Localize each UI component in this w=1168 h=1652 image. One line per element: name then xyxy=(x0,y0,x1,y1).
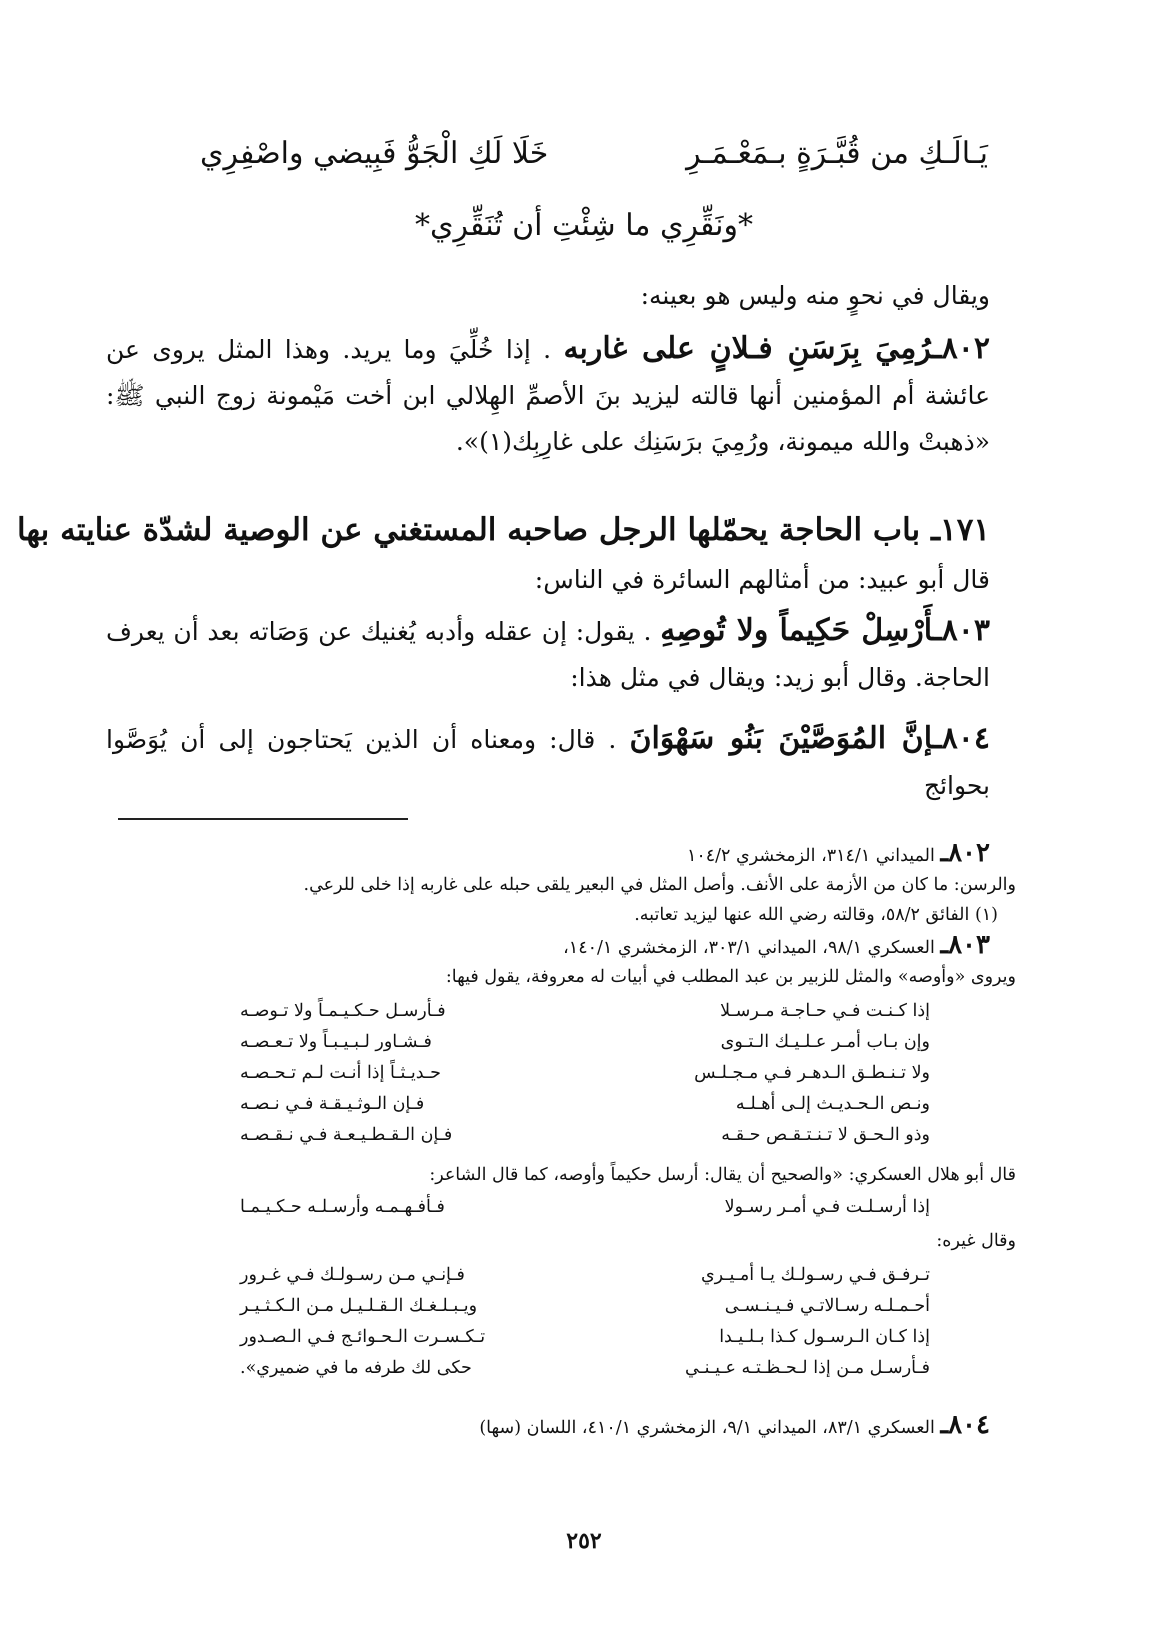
poem-row xyxy=(240,1120,930,1151)
hemistich-first: إذا كـان الـرسـول كـذا بـلـيـدا xyxy=(719,1327,930,1347)
entry-text: . قال: ومعناه أن الذين يَحتاجون إلى أن يُوَصَّوا بحوائج xyxy=(106,725,990,800)
hemistich-second: ويـبـلـغـك الـقـلـيـل مـن الـكـثـيـر xyxy=(240,1296,478,1316)
entry-803 xyxy=(106,608,990,701)
poem-row xyxy=(240,1058,930,1089)
poem-askari xyxy=(240,1192,930,1223)
footnote-803-line-1: ويروى «وأوصه» والمثل للزبير بن عبد المطلب في أبيات له معروفة، يقول فيها: xyxy=(445,967,1016,987)
entry-proverb: إنَّ المُوَصَّيْنَ بَنُو سَهْوَانَ xyxy=(629,721,933,756)
poem-row xyxy=(240,1260,930,1291)
chapter-heading: ١٧١ـ باب الحاجة يحمّلها الرجل صاحبه المستغني عن الوصية لشدّة عنايته بها xyxy=(16,512,990,548)
hemistich-first: وإن بـاب أمـر عـلـيـك الـتـوى xyxy=(720,1032,930,1052)
footnote-number: ٨٠٤ـ xyxy=(940,1410,990,1440)
hemistich-first: فـأرسـل مـن إذا لـحـظـتـه عـيـنـي xyxy=(684,1358,930,1378)
entry-text: . يقول: إن عقله وأدبه يُغنيك عن وَصَاته بعد أن يعرف الحاجة. وقال أبو زيد: ويقال في مثل هذا: xyxy=(106,617,990,692)
footnote-802-heading xyxy=(687,838,990,871)
poem-row xyxy=(240,1192,930,1223)
footnote-sources: العسكري ٨٣/١، الميداني ٩/١، الزمخشري ٤١٠/١، اللسان (سها) xyxy=(479,1418,935,1438)
footnote-804-heading xyxy=(479,1410,990,1443)
entry-proverb: رُمِيَ بِرَسَنِ فـلانٍ على غاربه xyxy=(563,331,933,366)
footnote-802-line-1: والرسن: ما كان من الأزمة على الأنف. وأصل المثل في البعير يلقى حبله على غاربه إذا خلى للرعي. xyxy=(303,875,1016,895)
poem-other xyxy=(240,1260,930,1384)
entry-number: ٨٠٤ـ xyxy=(932,721,990,756)
poem-zubair xyxy=(240,996,930,1151)
hemistich-second: تـكـسـرت الـحـوائـج فـي الـصـدور xyxy=(240,1327,486,1347)
entry-proverb: أَرْسِلْ حَكِيماً ولا تُوصِهِ xyxy=(660,613,933,648)
hemistich-first: إذا أرسـلـت فـي أمـر رسـولا xyxy=(724,1197,930,1217)
poem-row xyxy=(240,996,930,1027)
entry-802 xyxy=(106,326,990,465)
intro-line: ويقال في نحوٍ منه وليس هو بعينه: xyxy=(640,281,990,310)
verse-hemistich-first: يَـالَـكِ من قُبَّـرَةٍ بـمَعْـمَـرِ xyxy=(686,136,988,171)
verse-closing-line: *ونَقِّرِي ما شِئْتِ أن تُنَقِّرِي* xyxy=(414,208,754,243)
verse-couplet xyxy=(200,128,988,180)
footnote-sources: الميداني ٣١٤/١، الزمخشري ١٠٤/٢ xyxy=(686,846,935,866)
entry-number: ٨٠٣ـ xyxy=(932,613,990,648)
hemistich-first: أحـمـلـه رسـالاتـي فـيـنـسـى xyxy=(724,1296,930,1316)
hemistich-second: فـإنـي مـن رسـولـك فـي غـرور xyxy=(240,1265,465,1285)
hemistich-first: إذا كـنـت فـي حـاجـة مـرسـلا xyxy=(720,1001,930,1021)
hemistich-second: فـشـاور لـبـيـبـاً ولا تـعـصـه xyxy=(240,1032,432,1052)
hemistich-second: فـأرسـل حـكـيـمـاً ولا تـوصـه xyxy=(240,1001,446,1021)
footnote-number: ٨٠٣ـ xyxy=(940,930,990,960)
hemistich-second: حـديـثـاً إذا أنـت لـم تـحـصـه xyxy=(240,1063,441,1083)
hemistich-second: فـأفـهـمـه وأرسـلـه حـكـيـمـا xyxy=(240,1197,445,1217)
footnote-number: ٨٠٢ـ xyxy=(940,838,990,868)
footnote-sources: العسكري ٩٨/١، الميداني ٣٠٣/١، الزمخشري ١٤٠/١، xyxy=(563,938,935,958)
footnote-802-line-2: (١) الفائق ٥٨/٢، وقالته رضي الله عنها ليزيد تعاتبه. xyxy=(634,905,998,925)
footnote-803-heading xyxy=(563,930,990,963)
footnote-divider xyxy=(118,818,408,820)
hemistich-second: حكى لك طرفه ما في ضميري». xyxy=(240,1358,472,1378)
hemistich-second: فـإن الـوثـيـقـة فـي نـصـه xyxy=(240,1094,425,1114)
hemistich-first: ولا تـنـطـق الـدهـر فـي مـجـلـس xyxy=(694,1063,930,1083)
hemistich-first: وذو الـحـق لا تـنـتـقـص حـقـه xyxy=(721,1125,930,1145)
poem-row xyxy=(240,1027,930,1058)
hemistich-second: فـإن الـقـطـيـعـة فـي نـقـصـه xyxy=(240,1125,453,1145)
hemistich-first: تـرفـق فـي رسـولـك يـا أمـيـري xyxy=(700,1265,930,1285)
hemistich-first: ونـص الـحـديـث إلـى أهـلـه xyxy=(735,1094,930,1114)
entry-text: . إذا خُلِّيَ وما يريد. وهذا المثل يروى عن عائشة أم المؤمنين أنها قالته ليزيد بنَ الأصمِّ الهِلالي ابن أخت مَيْمونة زوج النبي ﷺ: «ذهبتْ والله ميمونة، ورُمِيَ برَسَنِك على غارِبِك(١)». xyxy=(106,335,990,456)
poem-row xyxy=(240,1089,930,1120)
entry-number: ٨٠٢ـ xyxy=(932,331,990,366)
poem-row xyxy=(240,1291,930,1322)
askari-line: قال أبو هلال العسكري: «والصحيح أن يقال: أرسل حكيماً وأوصه، كما قال الشاعر: xyxy=(429,1165,1016,1185)
page-number: ٢٥٢ xyxy=(566,1528,602,1554)
poem-row xyxy=(240,1353,930,1384)
poem-row xyxy=(240,1322,930,1353)
entry-804 xyxy=(106,716,990,809)
another-poet-label: وقال غيره: xyxy=(936,1231,1016,1251)
verse-hemistich-second: خَلَا لَكِ الْجَوُّ فَبِيضي واصْفِرِي xyxy=(200,136,549,171)
abu-ubaid-line: قال أبو عبيد: من أمثالهم السائرة في الناس: xyxy=(534,565,990,594)
